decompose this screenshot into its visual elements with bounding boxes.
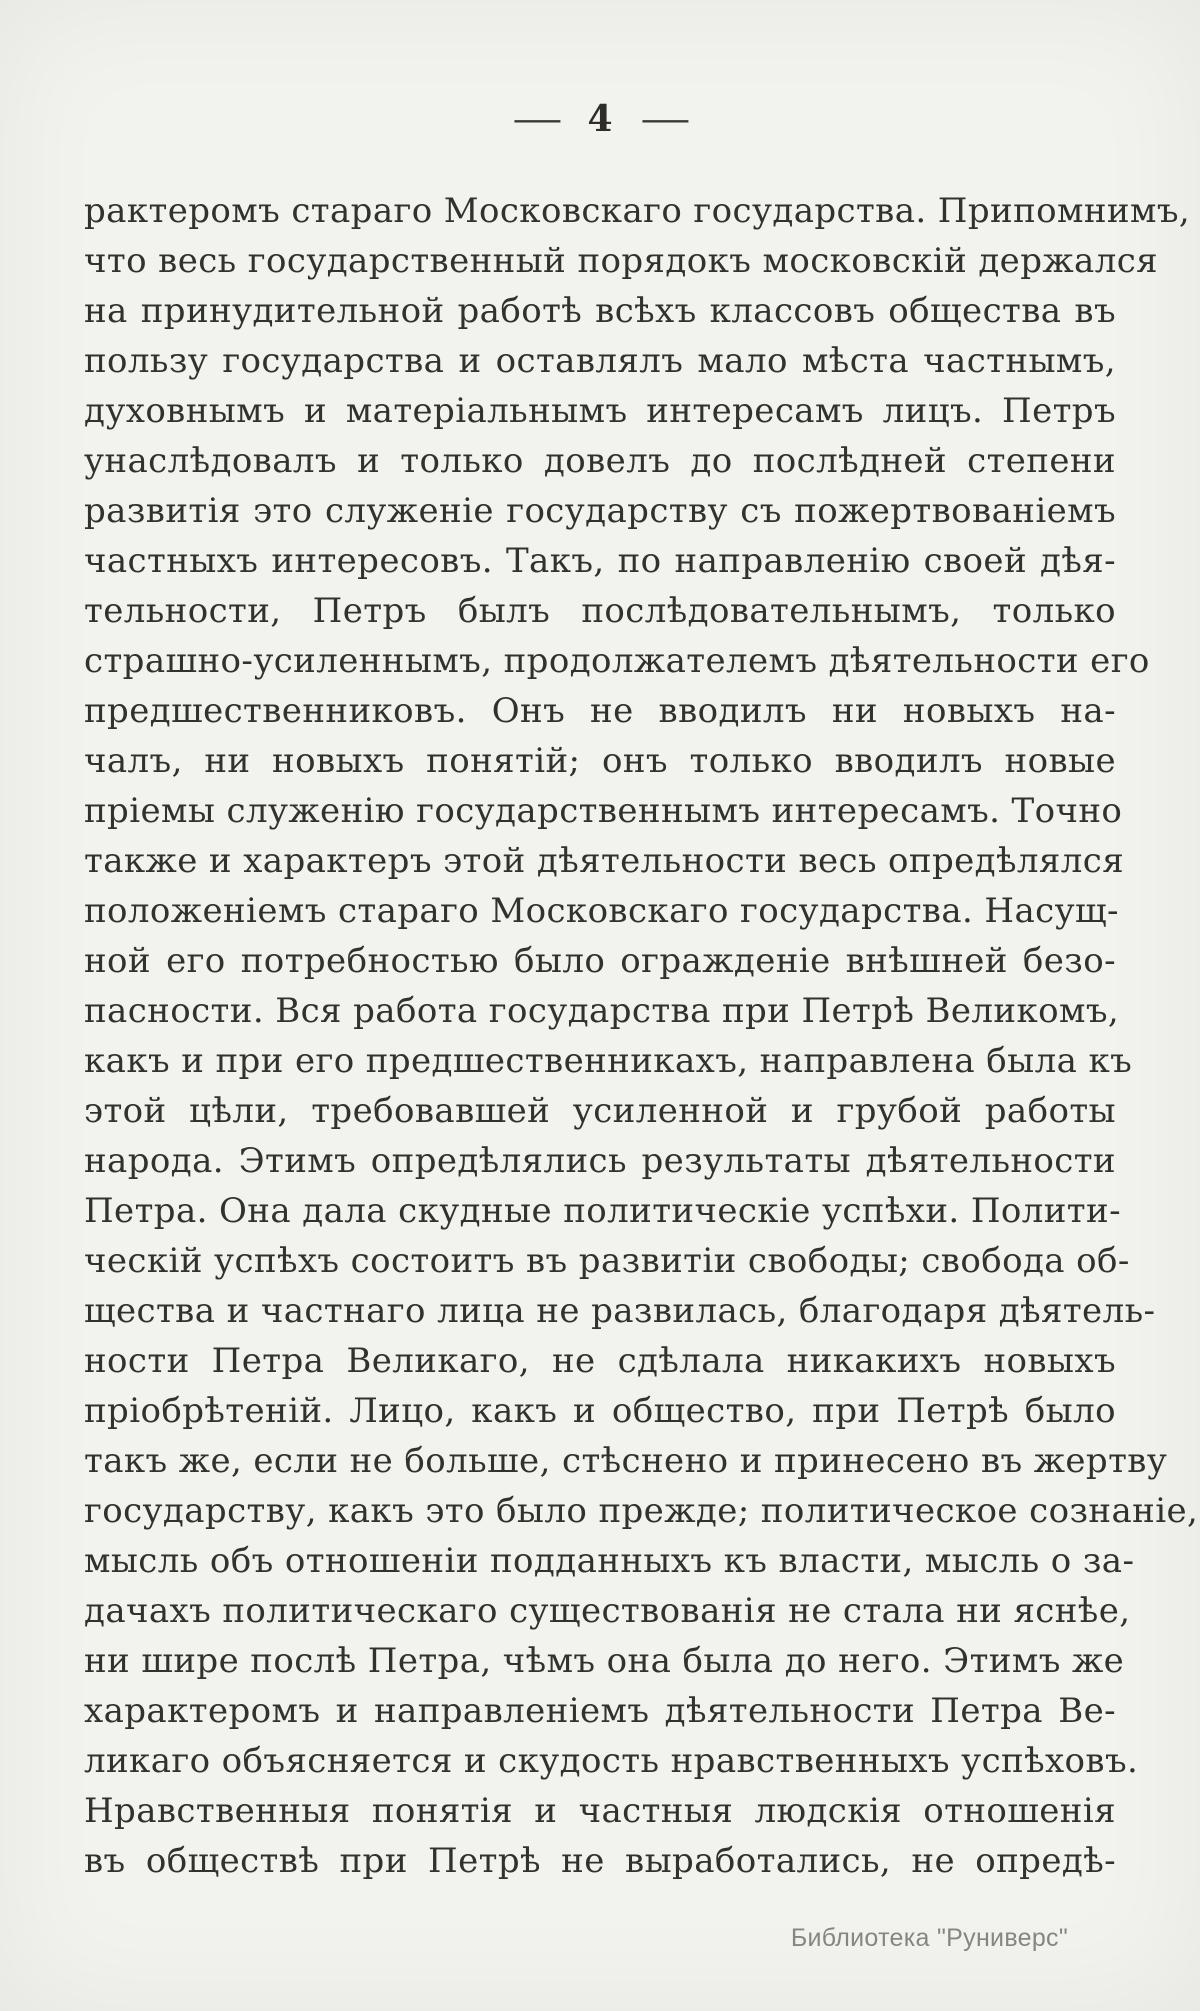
text-line: пользу государства и оставлялъ мало мѣста частнымъ,: [84, 341, 1116, 381]
text-line: народа. Этимъ опредѣлялись результаты дѣятельности: [84, 1141, 1116, 1181]
text-line: пріемы служенію государственнымъ интересамъ. Точно: [84, 791, 1123, 831]
body-text: [84, 186, 1199, 1886]
text-line: дачахъ политическаго существованія не стала ни яснѣе,: [84, 1591, 1131, 1631]
text-line: ности Петра Великаго, не сдѣлала никакихъ новыхъ: [84, 1341, 1116, 1381]
text-line: ни шире послѣ Петра, чѣмъ она была до него. Этимъ же: [84, 1641, 1125, 1681]
text-line: духовнымъ и матеріальнымъ интересамъ лицъ. Петръ: [84, 391, 1116, 431]
text-line: этой цѣли, требовавшей усиленной и грубой работы: [84, 1091, 1116, 1131]
text-line: что весь государственный порядокъ московскій держался: [84, 241, 1159, 281]
text-line: чалъ, ни новыхъ понятій; онъ только вводилъ новые: [84, 741, 1116, 781]
page-header: [0, 98, 1200, 140]
text-line: Нравственныя понятія и частныя людскія отношенія: [84, 1791, 1116, 1831]
page-number: 4: [587, 98, 613, 140]
text-line: частныхъ интересовъ. Такъ, по направленію своей дѣя-: [84, 541, 1116, 581]
text-line: такъ же, если не больше, стѣснено и принесено въ жертву: [84, 1441, 1168, 1481]
text-line: положеніемъ стараго Московскаго государства. Насущ-: [84, 891, 1119, 931]
text-line: мысль объ отношеніи подданныхъ къ власти, мысль о за-: [84, 1541, 1135, 1581]
text-line: также и характеръ этой дѣятельности весь опредѣлялся: [84, 841, 1125, 881]
text-line: ной его потребностью было огражденіе внѣшней безо-: [84, 941, 1116, 981]
text-line: на принудительной работѣ всѣхъ классовъ общества въ: [84, 291, 1116, 331]
header-dash-right: —: [639, 98, 688, 140]
text-line: Петра. Она дала скудные политическіе успѣхи. Полити-: [84, 1191, 1121, 1231]
text-line: предшественниковъ. Онъ не вводилъ ни новыхъ на-: [84, 691, 1116, 731]
text-line: ческій успѣхъ состоитъ въ развитіи свободы; свобода об-: [84, 1241, 1130, 1281]
text-line: страшно-усиленнымъ, продолжателемъ дѣятельности его: [84, 641, 1150, 681]
text-line: ликаго объясняется и скудость нравственныхъ успѣховъ.: [84, 1741, 1139, 1781]
library-watermark: Библиотека "Руниверс": [790, 1924, 1068, 1952]
text-line: рактеромъ стараго Московскаго государства. Припомнимъ,: [84, 191, 1191, 231]
text-line: въ обществѣ при Петрѣ не выработались, не опредѣ-: [84, 1841, 1116, 1881]
text-line: унаслѣдовалъ и только довелъ до послѣдней степени: [84, 441, 1116, 481]
text-line: пасности. Вся работа государства при Петрѣ Великомъ,: [84, 991, 1120, 1031]
text-line: развитія это служеніе государству съ пожертвованіемъ: [84, 491, 1116, 531]
text-line: тельности, Петръ былъ послѣдовательнымъ, только: [84, 591, 1116, 631]
text-line: щества и частнаго лица не развилась, благодаря дѣятель-: [84, 1291, 1156, 1331]
text-line: какъ и при его предшественникахъ, направлена была къ: [84, 1041, 1133, 1081]
text-line: характеромъ и направленіемъ дѣятельности Петра Ве-: [84, 1691, 1116, 1731]
header-dash-left: —: [512, 98, 561, 140]
text-line: пріобрѣтеній. Лицо, какъ и общество, при Петрѣ было: [84, 1391, 1116, 1431]
text-line: государству, какъ это было прежде; политическое сознаніе,: [84, 1491, 1199, 1531]
